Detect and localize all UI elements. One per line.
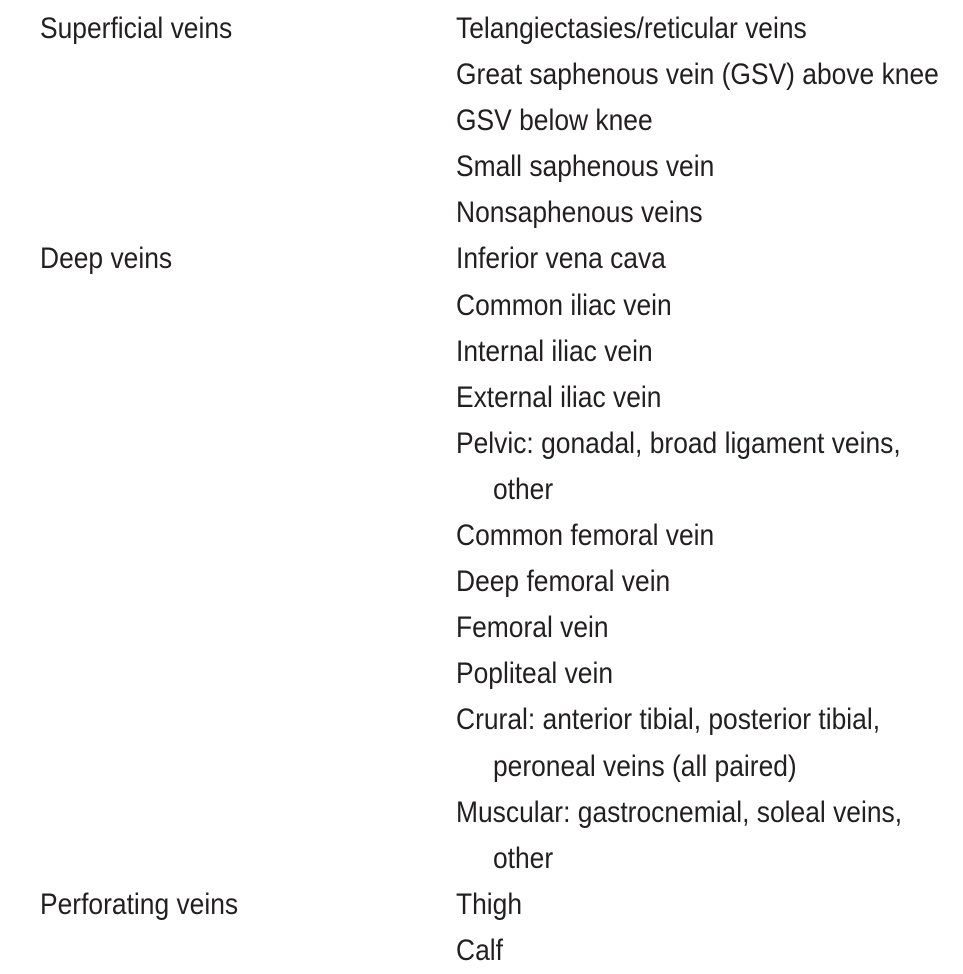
list-item: Thigh	[456, 887, 523, 921]
list-item: Internal iliac vein	[456, 334, 653, 368]
list-item: Deep femoral vein	[456, 565, 671, 599]
list-item: External iliac vein	[456, 380, 662, 414]
list-item: Popliteal vein	[456, 657, 614, 691]
category-label: Superficial veins	[40, 12, 233, 45]
list-item: GSV below knee	[456, 104, 653, 138]
list-item: Muscular: gastrocnemial, soleal veins,	[456, 795, 903, 829]
list-item: Calf	[456, 933, 503, 967]
list-item: Crural: anterior tibial, posterior tibial,	[456, 703, 881, 737]
list-item: Common iliac vein	[456, 288, 672, 322]
list-item-continuation: other	[492, 841, 554, 875]
list-item: Nonsaphenous veins	[456, 196, 703, 230]
list-item-continuation: other	[492, 472, 554, 506]
list-item: Great saphenous vein (GSV) above knee	[456, 58, 939, 92]
list-item-continuation: peroneal veins (all paired)	[492, 749, 797, 783]
list-item: Pelvic: gonadal, broad ligament veins,	[456, 426, 901, 460]
item-list	[456, 882, 955, 974]
list-item: Femoral vein	[456, 611, 609, 645]
list-item: Common femoral vein	[456, 519, 715, 553]
category-label: Perforating veins	[40, 887, 239, 921]
vein-classification-table	[40, 6, 955, 974]
group-perforating-veins	[40, 882, 955, 974]
group-deep-veins	[40, 236, 955, 881]
item-list	[456, 6, 963, 236]
list-item: Telangiectasies/reticular veins	[456, 12, 807, 45]
item-list	[456, 236, 963, 881]
list-item: Small saphenous vein	[456, 150, 715, 184]
group-superficial-veins	[40, 6, 955, 236]
category-label: Deep veins	[40, 242, 173, 276]
list-item: Inferior vena cava	[456, 242, 666, 276]
